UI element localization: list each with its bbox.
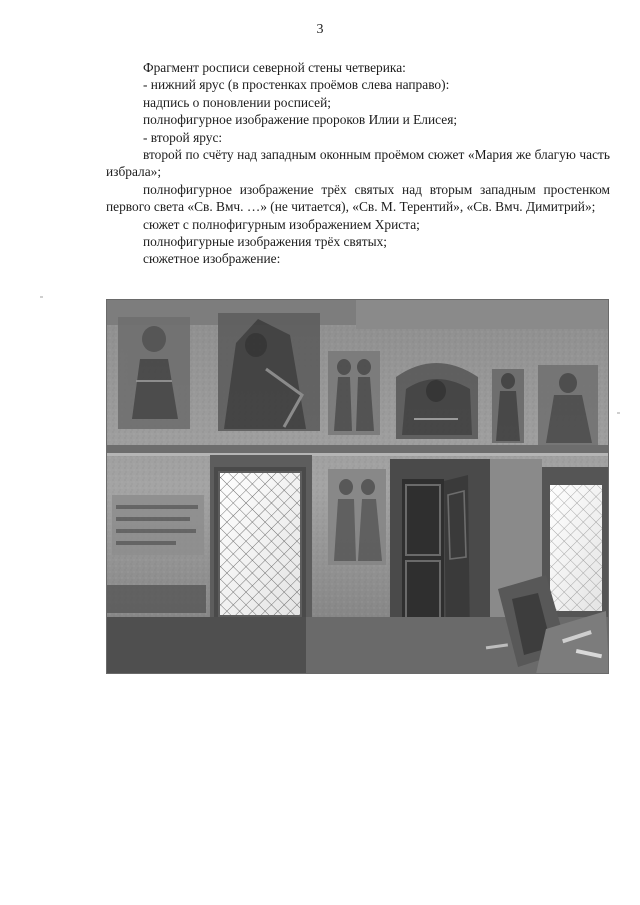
body-text — [106, 59, 610, 268]
fresco-prophets — [328, 469, 386, 565]
paragraph-heading: Фрагмент росписи северной стены четверика: — [143, 60, 406, 75]
fresco-upper-left — [118, 317, 190, 429]
fresco-wall-photo — [106, 299, 609, 674]
right-window — [542, 467, 609, 617]
paragraph-three-saints-named: полнофигурное изображение трёх святых над вторым западным простенком первого света «Св. Вмч. …» (не читается), «Св. М. Терентий», «Св. Вмч. Димитрий»; — [106, 181, 610, 215]
paragraph-lower-tier: - нижний ярус (в простенках проёмов слева направо): — [143, 77, 450, 93]
fresco-upper-scene — [218, 313, 320, 431]
page-number: 3 — [316, 22, 324, 37]
paragraph-renovation-inscription: надпись о поновлении росписей; — [143, 94, 331, 110]
fresco-saint-right — [492, 369, 524, 443]
fresco-two-saints — [328, 351, 380, 435]
paragraph-second-tier: - второй ярус: — [143, 129, 223, 145]
paragraph-christ-scene: сюжет с полнофигурным изображением Христа; — [143, 216, 420, 232]
left-window — [210, 455, 312, 623]
paragraph-three-saints: полнофигурные изображения трёх святых; — [143, 234, 387, 250]
fresco-inscription-panel — [106, 495, 206, 613]
fresco-upper-right — [538, 365, 598, 445]
paragraph-mary-scene: второй по счёту над западным оконным проёмом сюжет «Мария же благую часть избрала»; — [106, 147, 610, 180]
paragraph-scene-image: сюжетное изображение: — [143, 251, 281, 267]
paragraph-prophets: полнофигурное изображение пророков Илии и Елисея; — [143, 112, 458, 128]
fresco-arched-scene — [396, 363, 478, 439]
scan-speck — [617, 412, 620, 414]
scan-speck — [40, 296, 43, 298]
